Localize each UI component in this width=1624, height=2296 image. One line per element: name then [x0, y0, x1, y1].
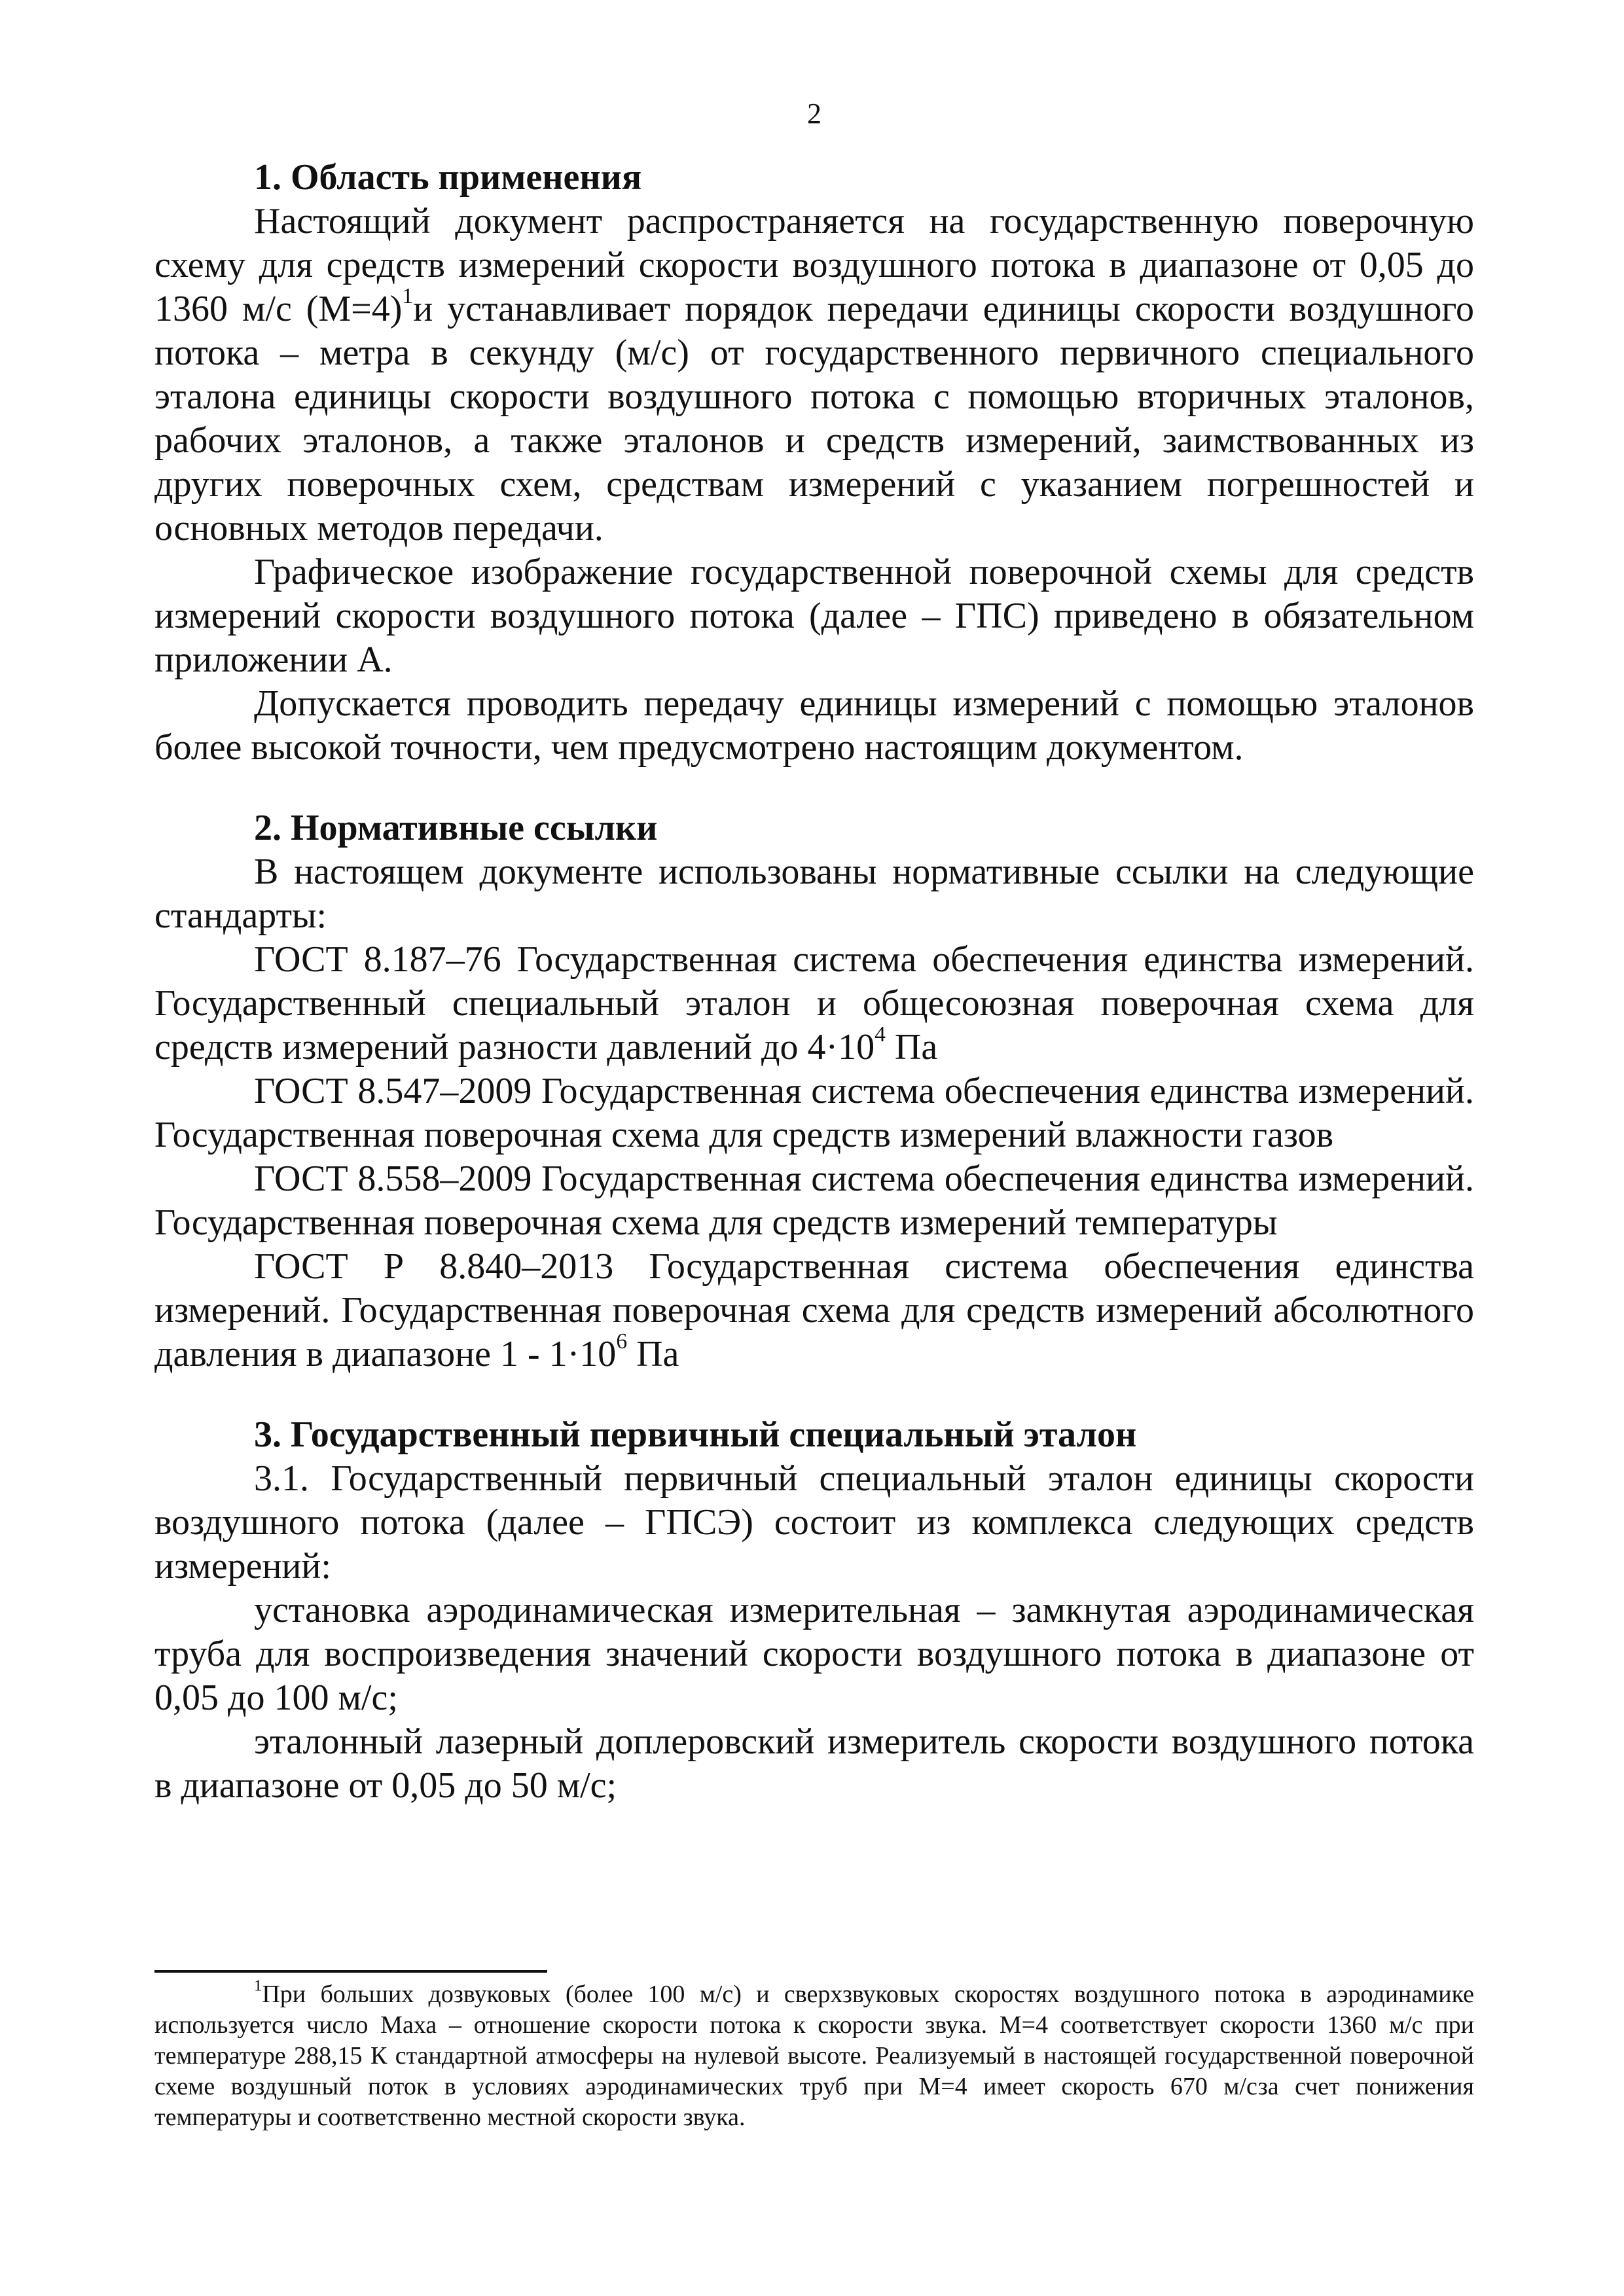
section-1-paragraph-1-text: Настоящий документ распространяется на государственную поверочную схему для средств измерений скорости воздушного потока в диапазоне от 0,05 до 1360 м/с (М=4) [154, 201, 1474, 329]
section-1-paragraph-2: Графическое изображение государственной поверочной схемы для средств измерений скорости воздушного потока (далее – ГПС) приведено в обязательном приложении А. [154, 552, 1474, 680]
document-page [154, 0, 1474, 2296]
footnote-reference[interactable]: 1 [402, 284, 414, 309]
reference-gost-8-187-text: ГОСТ 8.187–76 Государственная система обеспечения единства измерений. Государственный специальный эталон и общесоюзная поверочная схема для средств измерений разности давлений до 4·10 [154, 939, 1474, 1067]
section-1-paragraph-3: Допускается проводить передачу единицы измерений с помощью эталонов более высокой точности, чем предусмотрено настоящим документом. [154, 683, 1474, 768]
section-3-paragraph-2: установка аэродинамическая измерительная – замкнутая аэродинамическая труба для воспроизведения значений скорости воздушного потока в диапазоне от 0,05 до 100 м/с; [154, 1590, 1474, 1718]
section-1-paragraph-1-continuation: и устанавливает порядок передачи единицы скорости воздушного потока – метра в секунду (м/с) от государственного первичного специального эталона единицы скорости воздушного потока с помощью вторичных эталонов, рабочих эталонов, а также эталонов и средств измерений, заимствованных из других поверочных схем, средствам измерений с указанием погрешностей и основных методов передачи. [154, 289, 1474, 548]
exponent: 4 [875, 1022, 886, 1047]
reference-gost-8-187 [154, 938, 1474, 1069]
footnote-mark: 1 [254, 1977, 262, 1995]
section-1-paragraph-1 [154, 200, 1474, 550]
reference-gost-8-547: ГОСТ 8.547–2009 Государственная система обеспечения единства измерений. Государственная поверочная схема для средств измерений влажности газов [154, 1071, 1474, 1155]
footnote [154, 1979, 1474, 2133]
section-3-heading: 3. Государственный первичный специальный эталон [254, 1414, 1137, 1455]
exponent: 6 [616, 1329, 628, 1354]
reference-gost-8-187-unit: Па [885, 1027, 938, 1067]
page-number: 2 [807, 98, 821, 130]
section-3-paragraph-3: эталонный лазерный доплеровский измеритель скорости воздушного потока в диапазоне от 0,05 до 50 м/с; [154, 1721, 1474, 1806]
section-3-paragraph-1: 3.1. Государственный первичный специальный эталон единицы скорости воздушного потока (далее – ГПСЭ) состоит из комплекса следующих средств измерений: [154, 1458, 1474, 1587]
footnote-separator [154, 1970, 547, 1973]
section-gap [154, 1376, 1474, 1413]
section-2-intro: В настоящем документе использованы нормативные ссылки на следующие стандарты: [154, 852, 1474, 936]
footnote-text: При больших дозвуковых (более 100 м/с) и сверхзвуковых скоростях воздушного потока в аэродинамике используется число Маха – отношение скорости потока к скорости звука. М=4 соответствует скорости 1360 м/с при температуре 288,15 К стандартной атмосферы на нулевой высоте. Реализуемый в настоящей государственной поверочной схеме воздушный поток в условиях аэродинамических труб при М=4 имеет скорость 670 м/сза счет понижения температуры и соответственно местной скорости звука. [154, 1981, 1474, 2131]
reference-gost-r-8-840-text: ГОСТ Р 8.840–2013 Государственная система обеспечения единства измерений. Государственная поверочная схема для средств измерений абсолютного давления в диапазоне 1 - 1·10 [154, 1246, 1474, 1374]
section-2-heading: 2. Нормативные ссылки [254, 808, 658, 848]
reference-gost-r-8-840 [154, 1245, 1474, 1376]
reference-gost-8-558: ГОСТ 8.558–2009 Государственная система обеспечения единства измерений. Государственная поверочная схема для средств измерений температуры [154, 1158, 1474, 1243]
section-1-heading: 1. Область применения [254, 157, 642, 198]
document-body [154, 156, 1474, 1808]
reference-gost-r-8-840-unit: Па [627, 1334, 679, 1374]
section-gap [154, 770, 1474, 806]
